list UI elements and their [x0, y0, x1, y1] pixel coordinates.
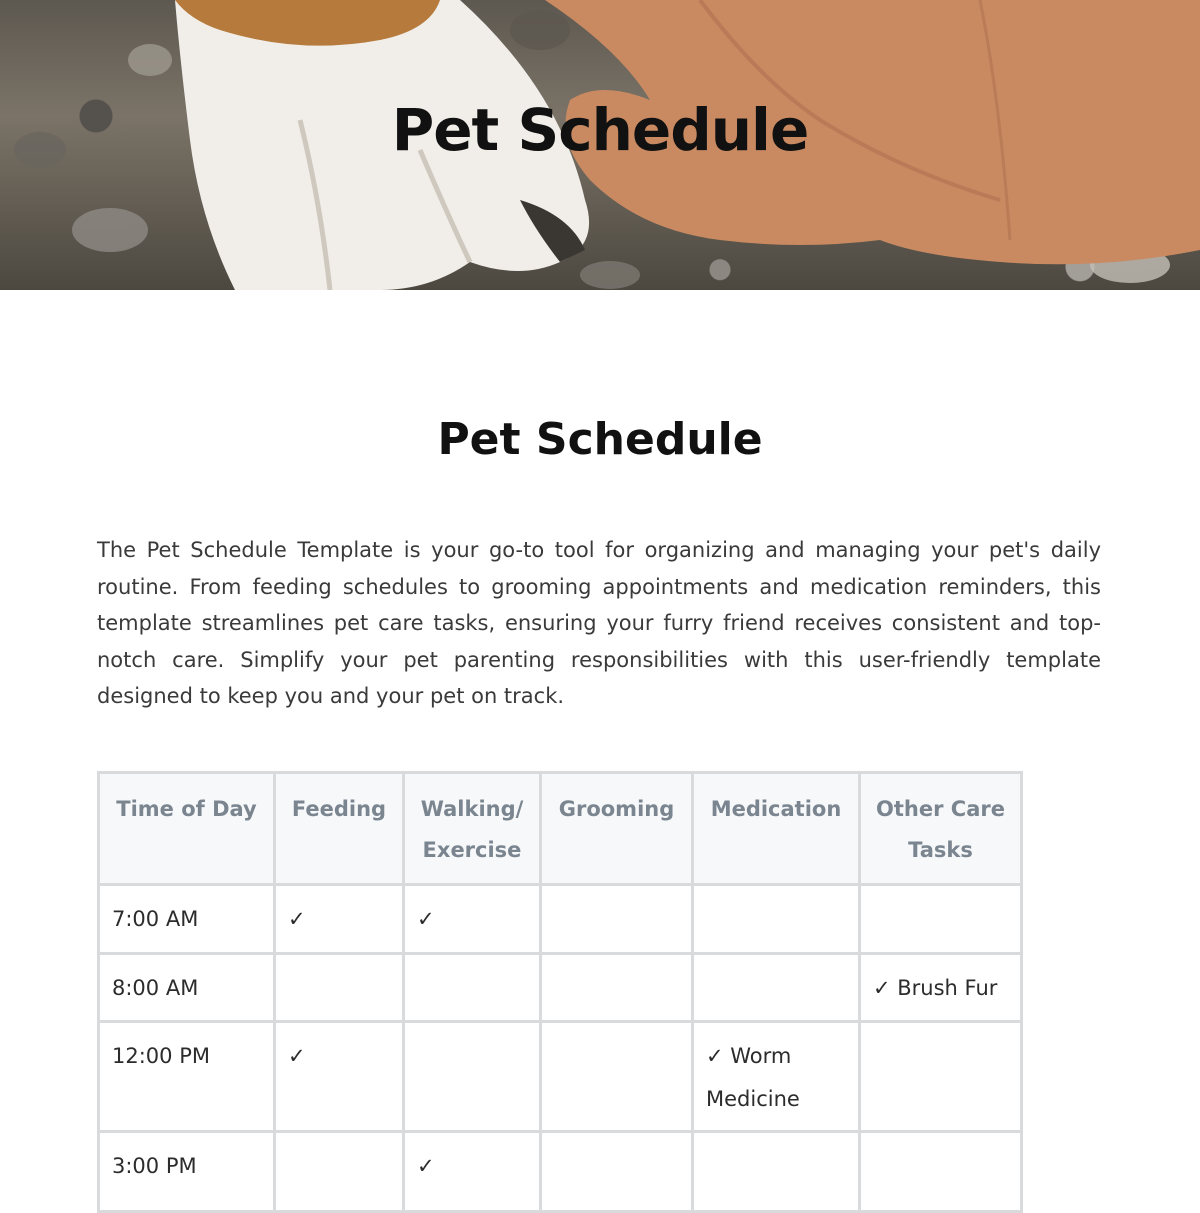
- intro-paragraph: The Pet Schedule Template is your go-to tool for organizing and managing your pet's daily routine. From feeding schedules to grooming appointments and medication reminders, this template streamlines pet care tasks, ensuring your furry friend receives consistent and top-notch care. Simplify your pet parenting responsibilities with this user-friendly template designed to keep you and your pet on track.: [97, 538, 1101, 708]
- header-time-of-day: Time of Day: [99, 773, 275, 885]
- table-row: [99, 954, 1022, 1022]
- table-row: [99, 1022, 1022, 1132]
- header-walking-exercise: Walking/ Exercise: [404, 773, 541, 885]
- cell-walking: ✓: [404, 1132, 541, 1212]
- cell-time: 8:00 AM: [99, 954, 275, 1022]
- cell-time: 7:00 AM: [99, 885, 275, 954]
- cell-medication: ✓ Worm Medicine: [693, 1022, 860, 1132]
- cell-walking: [404, 954, 541, 1022]
- cell-time: 12:00 PM: [99, 1022, 275, 1132]
- pet-schedule-table: [97, 771, 1023, 1213]
- cell-grooming: [541, 954, 693, 1022]
- cell-other: [860, 885, 1022, 954]
- header-other-care-tasks: Other Care Tasks: [860, 773, 1022, 885]
- header-grooming: Grooming: [541, 773, 693, 885]
- cell-medication: [693, 885, 860, 954]
- cell-feeding: [275, 954, 404, 1022]
- table-header-row: [99, 773, 1022, 885]
- header-feeding: Feeding: [275, 773, 404, 885]
- cell-grooming: [541, 1022, 693, 1132]
- hero-title: Pet Schedule: [391, 96, 809, 164]
- cell-walking: [404, 1022, 541, 1132]
- cell-walking: ✓: [404, 885, 541, 954]
- cell-feeding: ✓: [275, 885, 404, 954]
- cell-other: ✓ Brush Fur: [860, 954, 1022, 1022]
- cell-feeding: ✓: [275, 1022, 404, 1132]
- cell-time: 3:00 PM: [99, 1132, 275, 1212]
- cell-other: [860, 1022, 1022, 1132]
- cell-medication: [693, 954, 860, 1022]
- header-medication: Medication: [693, 773, 860, 885]
- page-title: Pet Schedule: [437, 414, 763, 465]
- cell-grooming: [541, 885, 693, 954]
- table-row: [99, 885, 1022, 954]
- hero-banner: [0, 0, 1200, 290]
